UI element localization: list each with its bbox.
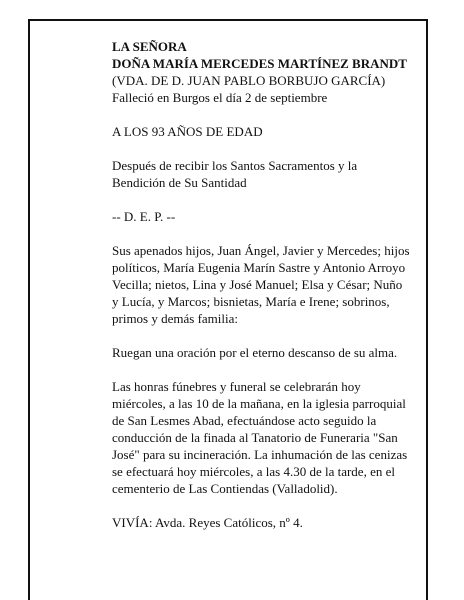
obituary-text <box>112 38 412 531</box>
rip: -- D. E. P. -- <box>112 209 176 224</box>
deceased-name: DOÑA MARÍA MERCEDES MARTÍNEZ BRANDT <box>112 56 407 71</box>
title-line-1: LA SEÑORA <box>112 39 187 54</box>
age: A LOS 93 AÑOS DE EDAD <box>112 124 263 139</box>
widow-of: (VDA. DE D. JUAN PABLO BORBUJO GARCÍA) <box>112 73 386 88</box>
residence: VIVÍA: Avda. Reyes Católicos, nº 4. <box>112 515 303 530</box>
family-list: Sus apenados hijos, Juan Ángel, Javier y Mercedes; hijos políticos, María Eugenia Marín Sastre y Antonio Arroyo Vecilla; nietos, Lina y José Manuel; Elsa y César; Nuño y Lucía, y Marcos; bisnietas, María e Irene; sobrinos, primos y demás familia: <box>112 243 410 326</box>
death-info: Falleció en Burgos el día 2 de septiembre <box>112 90 328 105</box>
funeral-details: Las honras fúnebres y funeral se celebrarán hoy miércoles, a las 10 de la mañana, en la iglesia parroquial de San Lesmes Abad, efectuándose acto seguido la conducción de la finada al Tanatorio de Funeraria "San José" para su incineración. La inhumación de las cenizas se efectuará hoy miércoles, a las 4.30 de la tarde, en el cementerio de Las Contiendas (Valladolid). <box>112 379 408 496</box>
sacraments: Después de recibir los Santos Sacramentos y la Bendición de Su Santidad <box>112 158 358 190</box>
prayer-request: Ruegan una oración por el eterno descanso de su alma. <box>112 345 398 360</box>
